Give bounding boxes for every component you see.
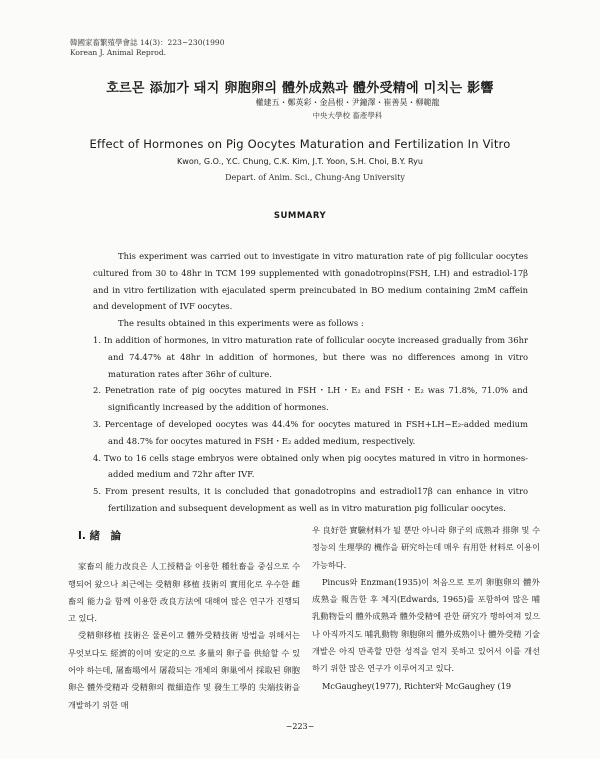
- journal-citation-korean: 韓國家畜繁殖學會誌 14(3)：223~230(1990: [70, 38, 225, 47]
- result-item: 5. From present results, it is concluded that gonadotropins and estradiol17β can enhance in vitro fertilization and subsequent development as well as in vitro maturation pig follicular oocytes.: [93, 486, 528, 513]
- english-authors: Kwon, G.O., Y.C. Chung, C.K. Kim, J.T. Yoon, S.H. Choi, B.Y. Ryu: [177, 157, 423, 166]
- intro-paragraph: 우 良好한 實驗材料가 될 뿐만 아니라 卵子의 成熟과 排卵 및 수정능의 生理學的 機作을 研究하는데 매우 有用한 材料로 이용이 가능하다.: [312, 525, 540, 570]
- english-title: Effect of Hormones on Pig Oocytes Maturation and Fertilization In Vitro: [89, 137, 511, 151]
- section-heading-introduction: Ⅰ. 緒 論: [78, 530, 122, 542]
- journal-citation-english: Korean J. Animal Reprod.: [70, 48, 167, 57]
- result-item: 4. Two to 16 cells stage embryos were obtained only when pig oocytes matured in vitro in hormones-added medium and 72hr after IVF.: [93, 452, 528, 480]
- body-column-left: [68, 528, 300, 714]
- korean-title: 호르몬 添加가 돼지 卵胞卵의 體外成熟과 體外受精에 미치는 影響: [106, 81, 494, 96]
- results-lead: The results obtained in this experiments were as follows :: [118, 318, 364, 329]
- english-affiliation: Depart. of Anim. Sci., Chung-Ang University: [225, 173, 405, 182]
- intro-paragraph: McGaughey(1977), Richter와 McGaughey (19: [322, 680, 512, 691]
- korean-authors: 權建五・鄭英彩・金昌根・尹鐘澤・崔善昊・柳範龍: [255, 98, 440, 107]
- abstract: [93, 248, 528, 517]
- intro-paragraph: Pincus와 Enzman(1935)이 처음으로 토끼 卵胞卵의 體外成熟을 報告한 후 체지(Edwards, 1965)를 포함하여 많은 哺乳動物들의 體外成熟과 體外受精에 관한 研究가 행하여져 있으나 아직까지도 哺乳動物 卵胞卵의 體外成熟이나 體外受精 기술개발은 아직 만족할 만한 성적을 얻지 못하고 있어서 이를 개선하기 위한 많은 연구가 이루어지고 있다.: [312, 576, 540, 674]
- intro-paragraph: 家畜의 能力改良은 人工授精을 이용한 種牡畜을 중심으로 수행되어 왔으나 최근에는 受精卵 移植 技術의 實用化로 우수한 雌畜의 能力을 함께 이용한 改良方法에 대해여 많은 연구가 진행되고 있다.: [68, 561, 300, 624]
- journal-citation: [70, 38, 224, 58]
- results-list: [93, 332, 528, 517]
- intro-paragraph: 受精卵移植 技術은 물론이고 體外受精技術 방법을 위해서는 무엇보다도 經濟的이며 安定的으로 多量의 卵子를 供給할 수 있어야 하는데, 屠畜場에서 屠殺되는 개체의 卵巢에서 採取된 卵胞卵은 體外受精과 受精卵의 微細造作 및 發生工學的 尖端技術을 개발하기 위한 매: [68, 630, 300, 710]
- abstract-intro: This experiment was carried out to investigate in vitro maturation rate of pig follicular oocytes cultured from 30 to 48hr in TCM 199 supplemented with gonadotropins(FSH, LH) and estradiol-17β and in vitro fertilization with ejaculated sperm preincubated in BO medium containing 2mM caffein and development of IVF oocytes.: [93, 251, 528, 312]
- page-number: −223−: [285, 722, 315, 731]
- result-item: 2. Penetration rate of pig oocytes matured in FSH・LH・E₂ and FSH・E₂ was 71.8%, 71.0% and significantly increased by the addition of hormones.: [93, 385, 528, 413]
- result-item: 3. Percentage of developed oocytes was 44.4% for oocytes matured in FSH+LH−E₂-added medium and 48.7% for oocytes matured in FSH・E₂ added medium, respectively.: [93, 418, 528, 446]
- korean-affiliation: 中央大學校 畜產學科: [312, 111, 383, 120]
- summary-heading: SUMMARY: [273, 211, 327, 221]
- body-column-right: [312, 522, 540, 695]
- result-item: 1. In addition of hormones, in vitro maturation rate of follicular oocyte increased gradually from 36hr and 74.47% at 48hr in addition of hormones, but there was no differences among in vitro maturation rates after 36hr of culture.: [93, 334, 528, 379]
